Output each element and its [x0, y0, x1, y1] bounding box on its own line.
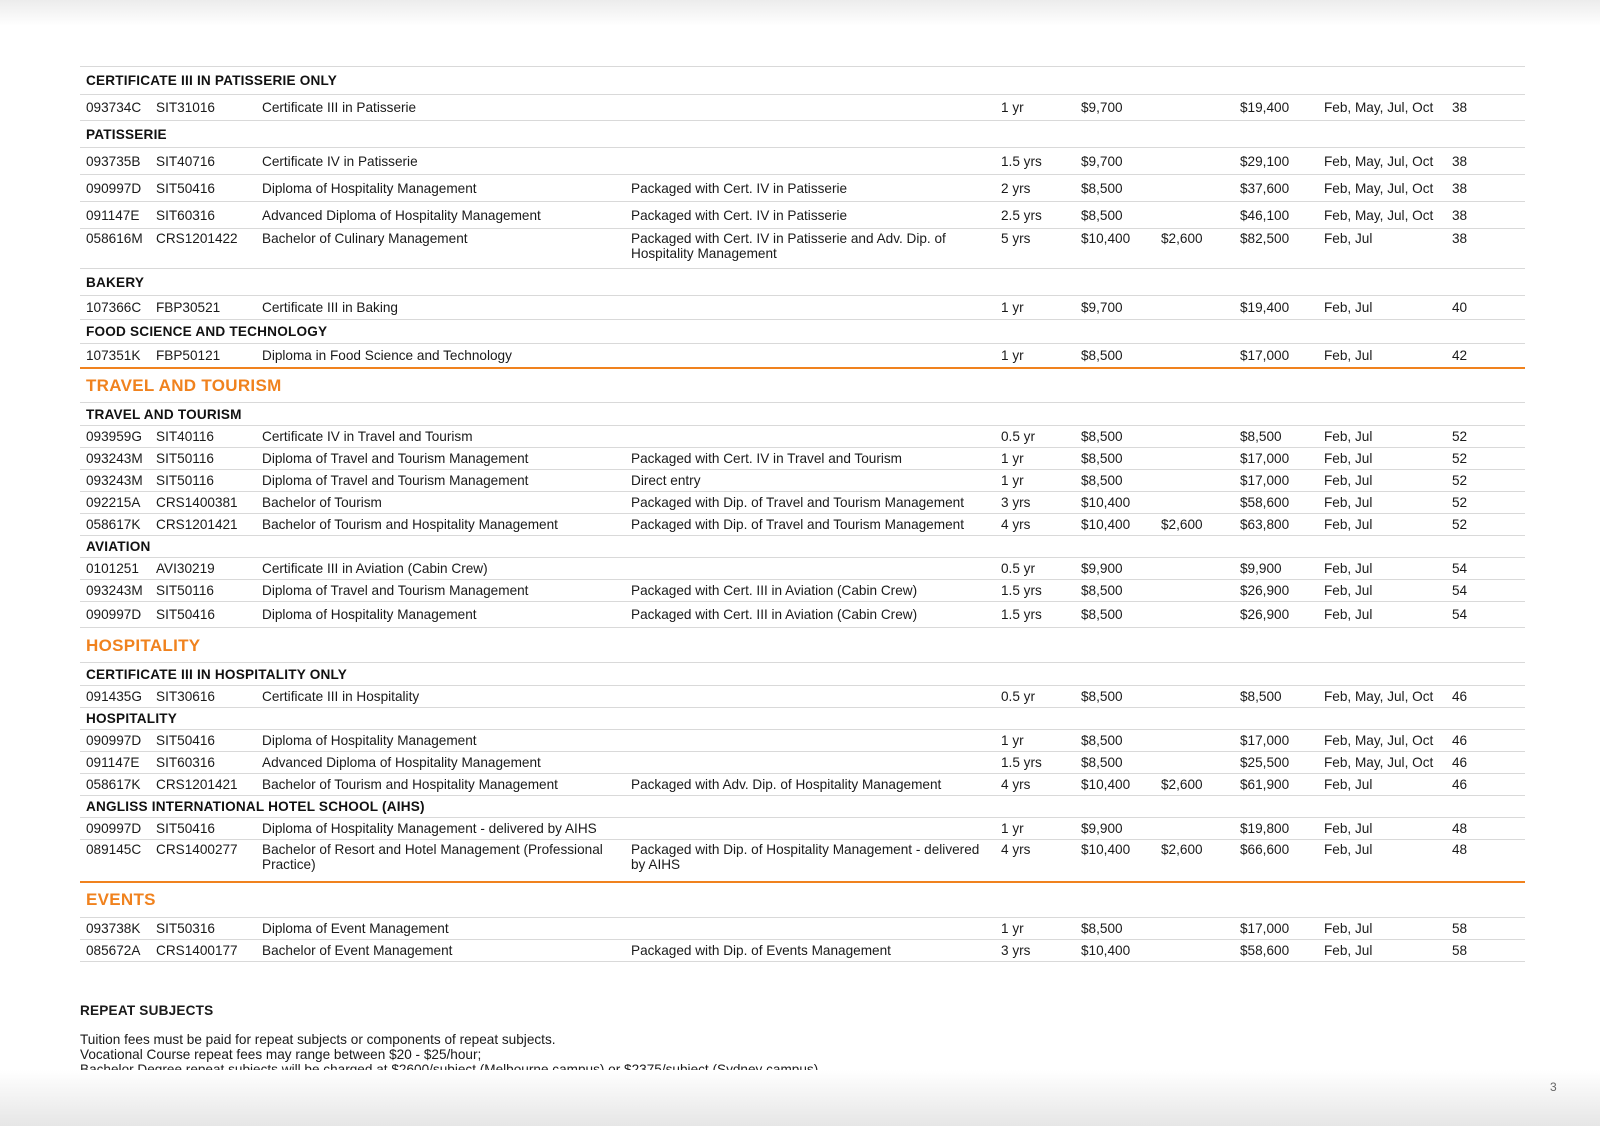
duration-cell: 1 yr [995, 470, 1075, 492]
table-row [80, 426, 1525, 448]
duration-cell: 2.5 yrs [995, 202, 1075, 229]
table-row [80, 492, 1525, 514]
table-row [80, 840, 1525, 882]
course-name-cell: Certificate IV in Travel and Tourism [256, 426, 625, 448]
annual-tuition-fee-cell: $8,500 [1075, 918, 1155, 940]
total-tuition-fee-cell: $19,800 [1234, 818, 1318, 840]
course-name-cell: Bachelor of Resort and Hotel Management (Professional Practice) [256, 840, 625, 882]
extra-fee-cell [1155, 940, 1234, 962]
course-code-cell: SIT40116 [150, 426, 256, 448]
intakes-cell: Feb, Jul [1318, 514, 1446, 536]
total-tuition-fee-cell: $25,500 [1234, 752, 1318, 774]
course-notes-cell [625, 818, 995, 840]
cricos-code-cell: 092215A [80, 492, 150, 514]
cricos-code-cell: 089145C [80, 840, 150, 882]
course-notes-cell: Packaged with Cert. IV in Patisserie and Adv. Dip. of Hospitality Management [625, 229, 995, 269]
course-notes-cell [625, 918, 995, 940]
duration-cell: 1 yr [995, 448, 1075, 470]
course-name-cell: Certificate III in Patisserie [256, 95, 625, 121]
table-row [80, 229, 1525, 269]
subsection-heading-row [80, 796, 1525, 818]
cricos-code-cell: 093735B [80, 148, 150, 175]
course-notes-cell: Packaged with Cert. IV in Patisserie [625, 202, 995, 229]
course-notes-cell: Direct entry [625, 470, 995, 492]
subsection-heading-row [80, 403, 1525, 426]
total-tuition-fee-cell: $17,000 [1234, 344, 1318, 368]
table-row [80, 344, 1525, 368]
table-row [80, 202, 1525, 229]
annual-tuition-fee-cell: $10,400 [1075, 940, 1155, 962]
intakes-cell: Feb, Jul [1318, 470, 1446, 492]
section-heading-row [80, 628, 1525, 663]
table-row [80, 558, 1525, 580]
subsection-heading: AVIATION [80, 536, 1525, 558]
extra-fee-cell [1155, 602, 1234, 628]
cricos-code-cell: 091147E [80, 202, 150, 229]
page-ref-cell: 38 [1446, 202, 1525, 229]
table-row [80, 148, 1525, 175]
cricos-code-cell: 093243M [80, 470, 150, 492]
course-name-cell: Diploma of Travel and Tourism Management [256, 470, 625, 492]
page-ref-cell: 52 [1446, 426, 1525, 448]
repeat-subjects-title: REPEAT SUBJECTS [80, 1003, 214, 1018]
course-code-cell: SIT50116 [150, 470, 256, 492]
page-ref-cell: 38 [1446, 229, 1525, 269]
table-row [80, 514, 1525, 536]
duration-cell: 1 yr [995, 730, 1075, 752]
subsection-heading: CERTIFICATE III IN PATISSERIE ONLY [80, 67, 1525, 95]
course-code-cell: CRS1400381 [150, 492, 256, 514]
subsection-heading: ANGLISS INTERNATIONAL HOTEL SCHOOL (AIHS) [80, 796, 1525, 818]
extra-fee-cell [1155, 470, 1234, 492]
cricos-code-cell: 107366C [80, 296, 150, 320]
extra-fee-cell [1155, 752, 1234, 774]
table-row [80, 602, 1525, 628]
intakes-cell: Feb, Jul [1318, 558, 1446, 580]
course-code-cell: CRS1400277 [150, 840, 256, 882]
page-ref-cell: 52 [1446, 448, 1525, 470]
total-tuition-fee-cell: $9,900 [1234, 558, 1318, 580]
total-tuition-fee-cell: $58,600 [1234, 492, 1318, 514]
extra-fee-cell [1155, 580, 1234, 602]
course-notes-cell: Packaged with Cert. III in Aviation (Cabin Crew) [625, 602, 995, 628]
page-ref-cell: 54 [1446, 602, 1525, 628]
intakes-cell: Feb, Jul [1318, 296, 1446, 320]
total-tuition-fee-cell: $58,600 [1234, 940, 1318, 962]
extra-fee-cell [1155, 426, 1234, 448]
section-heading: HOSPITALITY [80, 628, 1525, 663]
annual-tuition-fee-cell: $9,700 [1075, 296, 1155, 320]
page-ref-cell: 38 [1446, 148, 1525, 175]
total-tuition-fee-cell: $26,900 [1234, 602, 1318, 628]
extra-fee-cell [1155, 448, 1234, 470]
course-notes-cell: Packaged with Cert. IV in Patisserie [625, 175, 995, 202]
intakes-cell: Feb, Jul [1318, 774, 1446, 796]
intakes-cell: Feb, Jul [1318, 602, 1446, 628]
course-fee-table-body [80, 67, 1525, 962]
intakes-cell: Feb, Jul [1318, 492, 1446, 514]
course-code-cell: SIT50116 [150, 448, 256, 470]
cricos-code-cell: 091435G [80, 686, 150, 708]
subsection-heading-row [80, 269, 1525, 296]
intakes-cell: Feb, May, Jul, Oct [1318, 730, 1446, 752]
page-ref-cell: 54 [1446, 558, 1525, 580]
course-name-cell: Advanced Diploma of Hospitality Management [256, 202, 625, 229]
annual-tuition-fee-cell: $10,400 [1075, 840, 1155, 882]
page-ref-cell: 58 [1446, 940, 1525, 962]
subsection-heading: HOSPITALITY [80, 708, 1525, 730]
duration-cell: 1.5 yrs [995, 580, 1075, 602]
table-row [80, 686, 1525, 708]
page-ref-cell: 48 [1446, 818, 1525, 840]
total-tuition-fee-cell: $63,800 [1234, 514, 1318, 536]
annual-tuition-fee-cell: $9,900 [1075, 818, 1155, 840]
table-row [80, 95, 1525, 121]
table-row [80, 175, 1525, 202]
annual-tuition-fee-cell: $8,500 [1075, 686, 1155, 708]
total-tuition-fee-cell: $17,000 [1234, 730, 1318, 752]
section-heading-row [80, 882, 1525, 918]
section-heading-row [80, 368, 1525, 403]
subsection-heading-row [80, 320, 1525, 344]
extra-fee-cell [1155, 202, 1234, 229]
cricos-code-cell: 093243M [80, 580, 150, 602]
total-tuition-fee-cell: $82,500 [1234, 229, 1318, 269]
subsection-heading: BAKERY [80, 269, 1525, 296]
course-code-cell: FBP50121 [150, 344, 256, 368]
table-row [80, 818, 1525, 840]
intakes-cell: Feb, Jul [1318, 448, 1446, 470]
annual-tuition-fee-cell: $10,400 [1075, 492, 1155, 514]
table-row [80, 774, 1525, 796]
course-code-cell: AVI30219 [150, 558, 256, 580]
total-tuition-fee-cell: $17,000 [1234, 470, 1318, 492]
page-top-shade [0, 0, 1600, 26]
cricos-code-cell: 090997D [80, 602, 150, 628]
extra-fee-cell [1155, 492, 1234, 514]
course-code-cell: SIT50416 [150, 818, 256, 840]
annual-tuition-fee-cell: $8,500 [1075, 344, 1155, 368]
extra-fee-cell [1155, 344, 1234, 368]
duration-cell: 4 yrs [995, 514, 1075, 536]
duration-cell: 0.5 yr [995, 686, 1075, 708]
repeat-subjects-section [80, 1003, 1180, 1077]
intakes-cell: Feb, Jul [1318, 426, 1446, 448]
annual-tuition-fee-cell: $10,400 [1075, 514, 1155, 536]
subsection-heading: TRAVEL AND TOURISM [80, 403, 1525, 426]
course-name-cell: Bachelor of Tourism and Hospitality Management [256, 514, 625, 536]
subsection-heading: PATISSERIE [80, 121, 1525, 148]
course-code-cell: SIT50316 [150, 918, 256, 940]
course-name-cell: Certificate III in Hospitality [256, 686, 625, 708]
page-ref-cell: 46 [1446, 686, 1525, 708]
page-ref-cell: 52 [1446, 514, 1525, 536]
course-name-cell: Diploma in Food Science and Technology [256, 344, 625, 368]
page-ref-cell: 40 [1446, 296, 1525, 320]
page-ref-cell: 46 [1446, 752, 1525, 774]
course-name-cell: Certificate III in Baking [256, 296, 625, 320]
extra-fee-cell [1155, 918, 1234, 940]
course-notes-cell [625, 148, 995, 175]
annual-tuition-fee-cell: $8,500 [1075, 448, 1155, 470]
course-notes-cell: Packaged with Cert. III in Aviation (Cabin Crew) [625, 580, 995, 602]
table-row [80, 580, 1525, 602]
cricos-code-cell: 090997D [80, 175, 150, 202]
subsection-heading-row [80, 121, 1525, 148]
table-row [80, 940, 1525, 962]
duration-cell: 2 yrs [995, 175, 1075, 202]
total-tuition-fee-cell: $8,500 [1234, 426, 1318, 448]
cricos-code-cell: 0101251 [80, 558, 150, 580]
course-notes-cell: Packaged with Adv. Dip. of Hospitality Management [625, 774, 995, 796]
duration-cell: 4 yrs [995, 840, 1075, 882]
course-name-cell: Diploma of Travel and Tourism Management [256, 448, 625, 470]
intakes-cell: Feb, Jul [1318, 229, 1446, 269]
extra-fee-cell [1155, 558, 1234, 580]
course-name-cell: Diploma of Hospitality Management - delivered by AIHS [256, 818, 625, 840]
duration-cell: 1 yr [995, 344, 1075, 368]
annual-tuition-fee-cell: $8,500 [1075, 580, 1155, 602]
extra-fee-cell: $2,600 [1155, 840, 1234, 882]
extra-fee-cell [1155, 148, 1234, 175]
cricos-code-cell: 058616M [80, 229, 150, 269]
intakes-cell: Feb, May, Jul, Oct [1318, 202, 1446, 229]
intakes-cell: Feb, May, Jul, Oct [1318, 752, 1446, 774]
course-notes-cell [625, 686, 995, 708]
cricos-code-cell: 090997D [80, 730, 150, 752]
subsection-heading-row [80, 663, 1525, 686]
course-name-cell: Diploma of Travel and Tourism Management [256, 580, 625, 602]
course-code-cell: SIT50116 [150, 580, 256, 602]
section-heading: EVENTS [80, 882, 1525, 918]
annual-tuition-fee-cell: $8,500 [1075, 470, 1155, 492]
course-name-cell: Bachelor of Event Management [256, 940, 625, 962]
page-ref-cell: 48 [1446, 840, 1525, 882]
intakes-cell: Feb, May, Jul, Oct [1318, 175, 1446, 202]
table-row [80, 296, 1525, 320]
subsection-heading-row [80, 67, 1525, 95]
page-ref-cell: 42 [1446, 344, 1525, 368]
intakes-cell: Feb, Jul [1318, 918, 1446, 940]
duration-cell: 1.5 yrs [995, 148, 1075, 175]
course-name-cell: Bachelor of Tourism [256, 492, 625, 514]
total-tuition-fee-cell: $61,900 [1234, 774, 1318, 796]
intakes-cell: Feb, Jul [1318, 580, 1446, 602]
subsection-heading-row [80, 536, 1525, 558]
extra-fee-cell [1155, 818, 1234, 840]
annual-tuition-fee-cell: $9,700 [1075, 148, 1155, 175]
course-notes-cell [625, 296, 995, 320]
course-name-cell: Certificate III in Aviation (Cabin Crew) [256, 558, 625, 580]
extra-fee-cell: $2,600 [1155, 229, 1234, 269]
page-ref-cell: 38 [1446, 95, 1525, 121]
repeat-subjects-line: Tuition fees must be paid for repeat subjects or components of repeat subjects. [80, 1032, 556, 1047]
total-tuition-fee-cell: $19,400 [1234, 95, 1318, 121]
cricos-code-cell: 085672A [80, 940, 150, 962]
annual-tuition-fee-cell: $9,700 [1075, 95, 1155, 121]
section-heading: TRAVEL AND TOURISM [80, 368, 1525, 403]
total-tuition-fee-cell: $26,900 [1234, 580, 1318, 602]
annual-tuition-fee-cell: $8,500 [1075, 602, 1155, 628]
extra-fee-cell [1155, 296, 1234, 320]
course-code-cell: CRS1400177 [150, 940, 256, 962]
course-name-cell: Diploma of Hospitality Management [256, 175, 625, 202]
cricos-code-cell: 093243M [80, 448, 150, 470]
total-tuition-fee-cell: $8,500 [1234, 686, 1318, 708]
page-ref-cell: 52 [1446, 470, 1525, 492]
course-name-cell: Bachelor of Tourism and Hospitality Management [256, 774, 625, 796]
course-notes-cell: Packaged with Dip. of Travel and Tourism Management [625, 492, 995, 514]
duration-cell: 1 yr [995, 95, 1075, 121]
page-ref-cell: 54 [1446, 580, 1525, 602]
total-tuition-fee-cell: $19,400 [1234, 296, 1318, 320]
course-code-cell: CRS1201422 [150, 229, 256, 269]
course-notes-cell [625, 426, 995, 448]
total-tuition-fee-cell: $37,600 [1234, 175, 1318, 202]
cricos-code-cell: 058617K [80, 514, 150, 536]
course-name-cell: Advanced Diploma of Hospitality Management [256, 752, 625, 774]
annual-tuition-fee-cell: $10,400 [1075, 229, 1155, 269]
course-notes-cell [625, 558, 995, 580]
annual-tuition-fee-cell: $8,500 [1075, 426, 1155, 448]
course-fee-table [80, 66, 1525, 962]
page-ref-cell: 46 [1446, 774, 1525, 796]
intakes-cell: Feb, May, Jul, Oct [1318, 686, 1446, 708]
page-ref-cell: 38 [1446, 175, 1525, 202]
intakes-cell: Feb, Jul [1318, 840, 1446, 882]
total-tuition-fee-cell: $17,000 [1234, 448, 1318, 470]
course-notes-cell: Packaged with Cert. IV in Travel and Tourism [625, 448, 995, 470]
total-tuition-fee-cell: $66,600 [1234, 840, 1318, 882]
intakes-cell: Feb, Jul [1318, 344, 1446, 368]
duration-cell: 1 yr [995, 296, 1075, 320]
course-code-cell: SIT50416 [150, 730, 256, 752]
course-name-cell: Certificate IV in Patisserie [256, 148, 625, 175]
annual-tuition-fee-cell: $10,400 [1075, 774, 1155, 796]
course-code-cell: SIT60316 [150, 752, 256, 774]
extra-fee-cell: $2,600 [1155, 514, 1234, 536]
extra-fee-cell [1155, 730, 1234, 752]
table-row [80, 470, 1525, 492]
course-notes-cell [625, 344, 995, 368]
course-notes-cell [625, 95, 995, 121]
total-tuition-fee-cell: $46,100 [1234, 202, 1318, 229]
intakes-cell: Feb, Jul [1318, 940, 1446, 962]
course-notes-cell: Packaged with Dip. of Travel and Tourism Management [625, 514, 995, 536]
course-code-cell: SIT50416 [150, 602, 256, 628]
total-tuition-fee-cell: $29,100 [1234, 148, 1318, 175]
intakes-cell: Feb, Jul [1318, 818, 1446, 840]
annual-tuition-fee-cell: $8,500 [1075, 202, 1155, 229]
total-tuition-fee-cell: $17,000 [1234, 918, 1318, 940]
course-code-cell: SIT50416 [150, 175, 256, 202]
course-name-cell: Bachelor of Culinary Management [256, 229, 625, 269]
extra-fee-cell: $2,600 [1155, 774, 1234, 796]
cricos-code-cell: 093738K [80, 918, 150, 940]
course-code-cell: SIT40716 [150, 148, 256, 175]
page-bottom-shade [0, 1070, 1600, 1126]
duration-cell: 1.5 yrs [995, 602, 1075, 628]
course-code-cell: CRS1201421 [150, 774, 256, 796]
duration-cell: 0.5 yr [995, 558, 1075, 580]
table-row [80, 730, 1525, 752]
extra-fee-cell [1155, 175, 1234, 202]
course-name-cell: Diploma of Event Management [256, 918, 625, 940]
duration-cell: 1 yr [995, 818, 1075, 840]
course-notes-cell: Packaged with Dip. of Events Management [625, 940, 995, 962]
course-name-cell: Diploma of Hospitality Management [256, 602, 625, 628]
cricos-code-cell: 058617K [80, 774, 150, 796]
duration-cell: 4 yrs [995, 774, 1075, 796]
annual-tuition-fee-cell: $8,500 [1075, 175, 1155, 202]
annual-tuition-fee-cell: $9,900 [1075, 558, 1155, 580]
cricos-code-cell: 093959G [80, 426, 150, 448]
page-number: 3 [1550, 1080, 1557, 1094]
cricos-code-cell: 107351K [80, 344, 150, 368]
duration-cell: 1 yr [995, 918, 1075, 940]
annual-tuition-fee-cell: $8,500 [1075, 730, 1155, 752]
course-code-cell: SIT60316 [150, 202, 256, 229]
table-row [80, 448, 1525, 470]
intakes-cell: Feb, May, Jul, Oct [1318, 148, 1446, 175]
subsection-heading: FOOD SCIENCE AND TECHNOLOGY [80, 320, 1525, 344]
cricos-code-cell: 090997D [80, 818, 150, 840]
page-ref-cell: 58 [1446, 918, 1525, 940]
cricos-code-cell: 091147E [80, 752, 150, 774]
cricos-code-cell: 093734C [80, 95, 150, 121]
repeat-subjects-line: Vocational Course repeat fees may range between $20 - $25/hour; [80, 1047, 482, 1062]
course-code-cell: SIT30616 [150, 686, 256, 708]
extra-fee-cell [1155, 686, 1234, 708]
course-name-cell: Diploma of Hospitality Management [256, 730, 625, 752]
duration-cell: 5 yrs [995, 229, 1075, 269]
course-notes-cell [625, 730, 995, 752]
duration-cell: 0.5 yr [995, 426, 1075, 448]
page-ref-cell: 52 [1446, 492, 1525, 514]
table-row [80, 752, 1525, 774]
course-code-cell: SIT31016 [150, 95, 256, 121]
duration-cell: 3 yrs [995, 940, 1075, 962]
subsection-heading-row [80, 708, 1525, 730]
page-ref-cell: 46 [1446, 730, 1525, 752]
annual-tuition-fee-cell: $8,500 [1075, 752, 1155, 774]
course-notes-cell [625, 752, 995, 774]
course-notes-cell: Packaged with Dip. of Hospitality Management - delivered by AIHS [625, 840, 995, 882]
course-code-cell: CRS1201421 [150, 514, 256, 536]
course-code-cell: FBP30521 [150, 296, 256, 320]
extra-fee-cell [1155, 95, 1234, 121]
subsection-heading: CERTIFICATE III IN HOSPITALITY ONLY [80, 663, 1525, 686]
duration-cell: 3 yrs [995, 492, 1075, 514]
table-row [80, 918, 1525, 940]
duration-cell: 1.5 yrs [995, 752, 1075, 774]
intakes-cell: Feb, May, Jul, Oct [1318, 95, 1446, 121]
